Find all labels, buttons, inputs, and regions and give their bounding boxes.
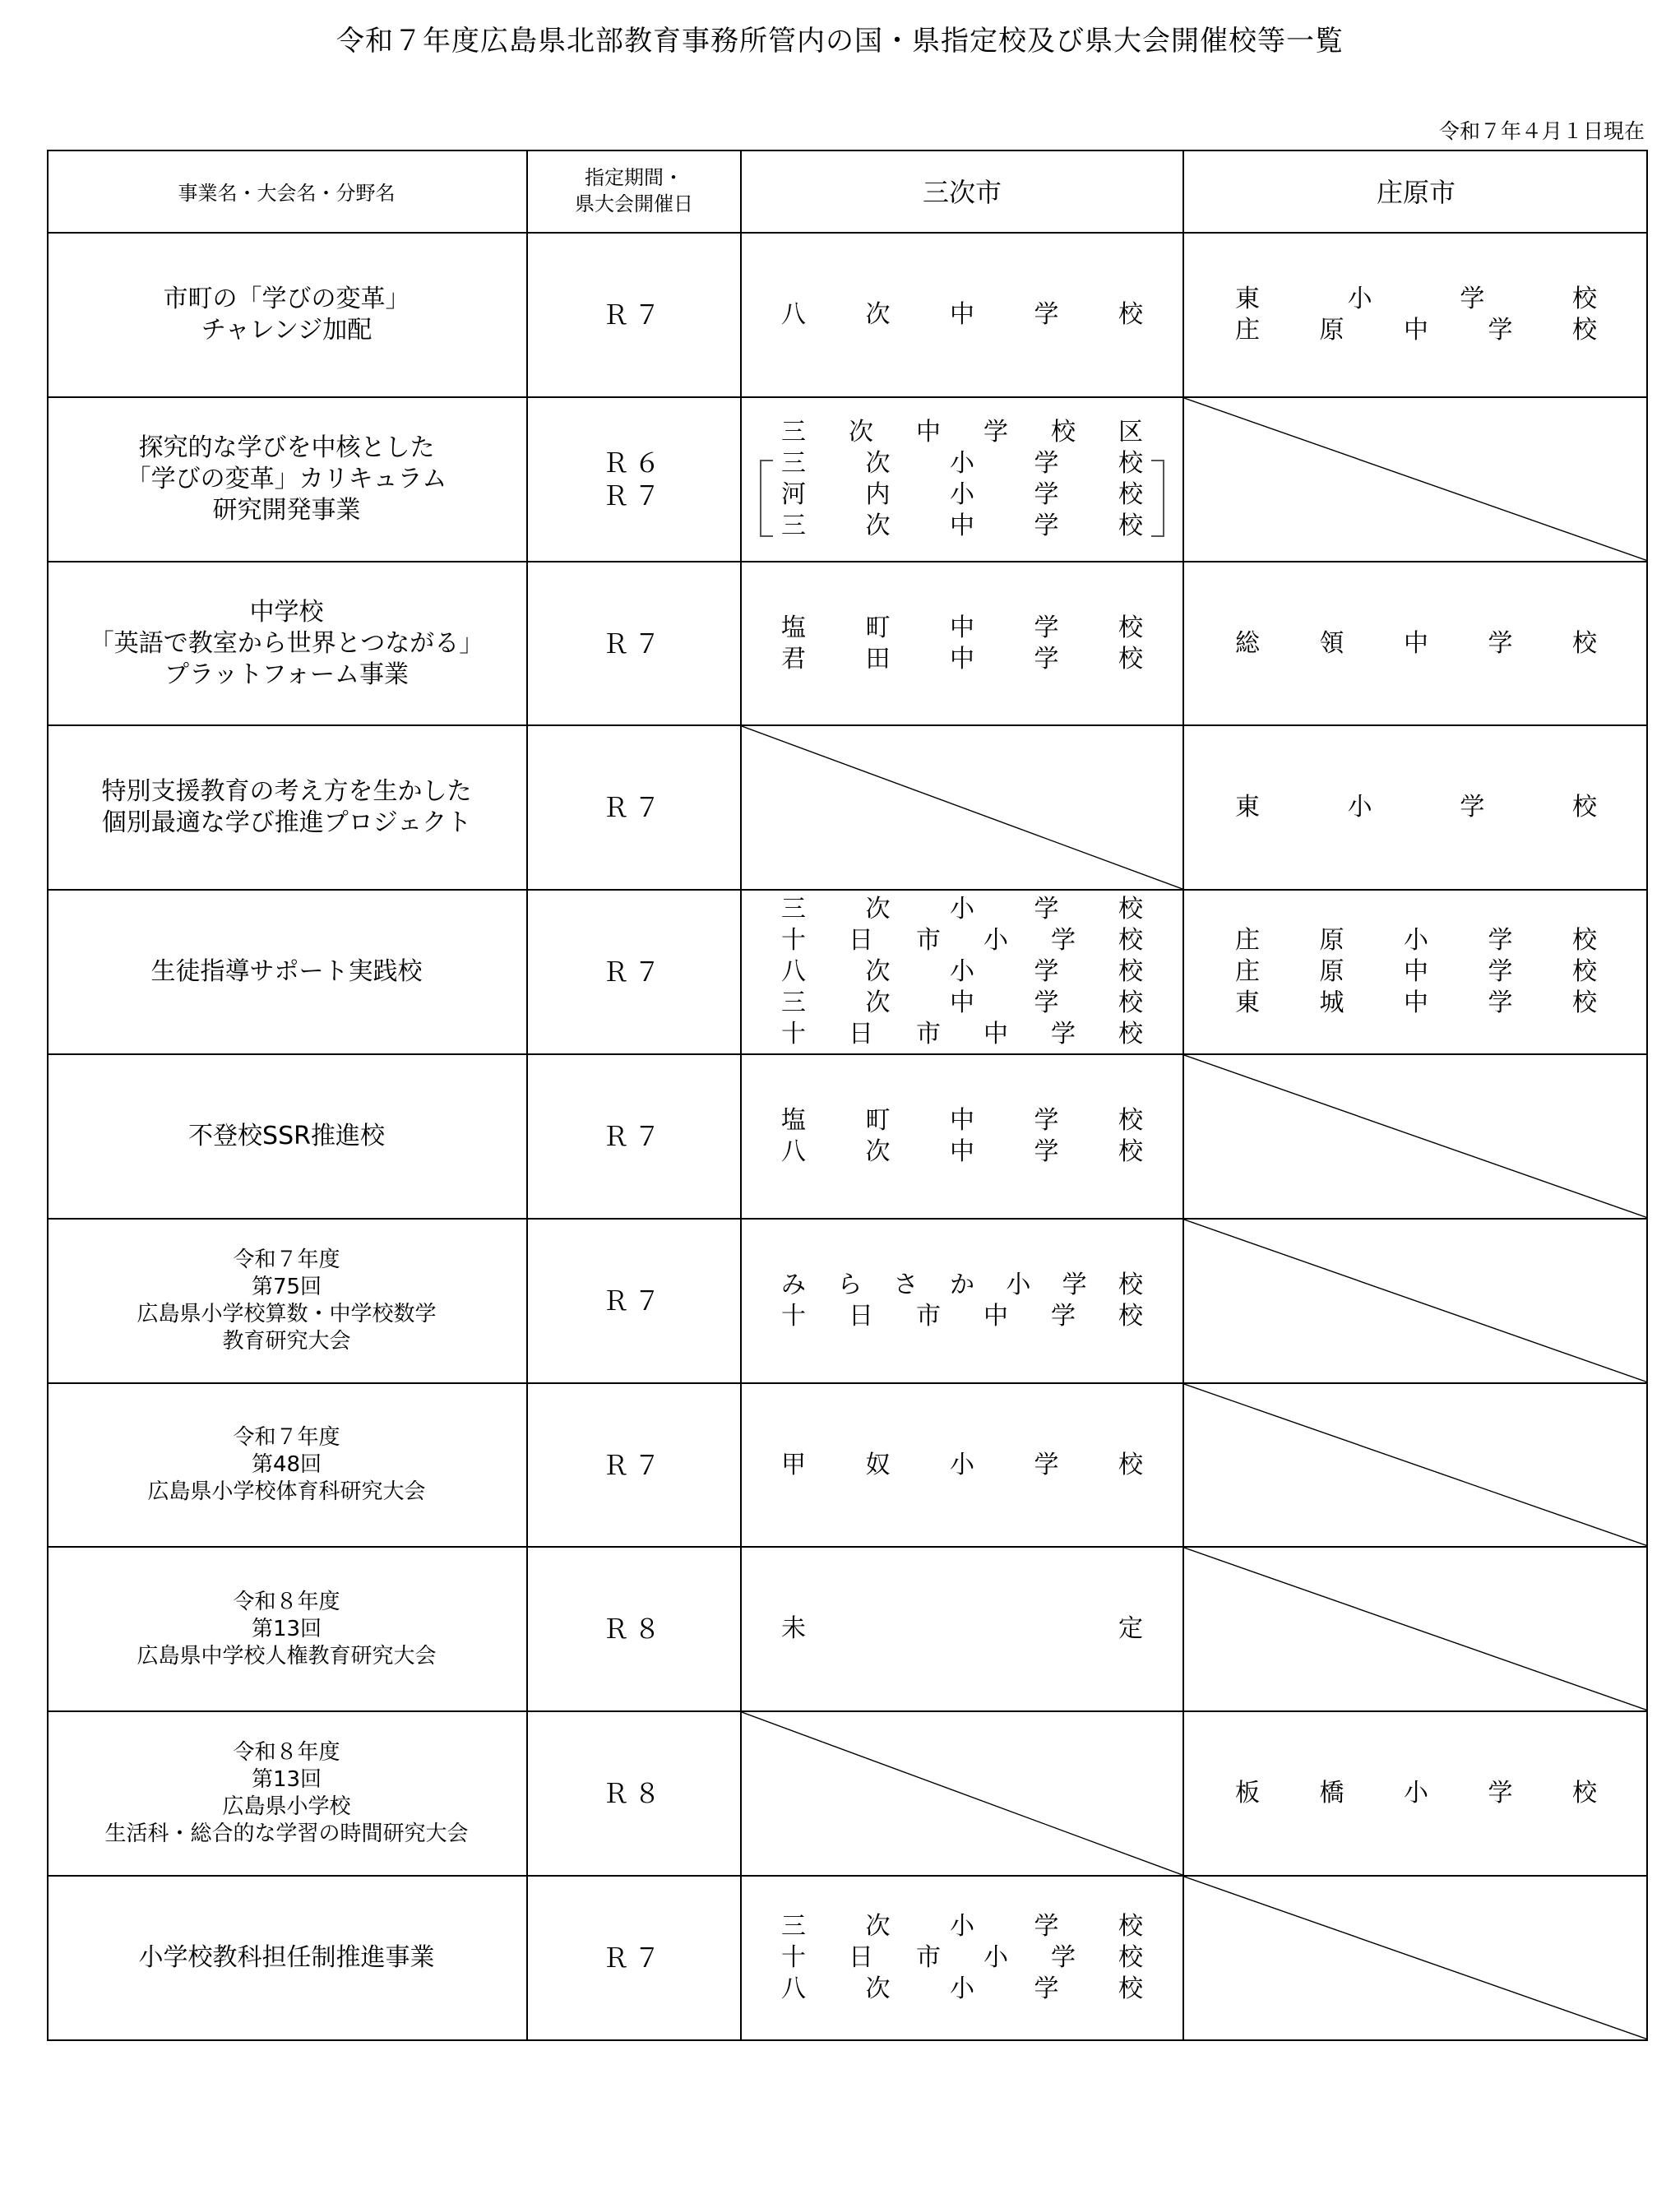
school-name [781,1450,1143,1481]
row-period-value: Ｒ７ [602,1942,665,1974]
row-name-line: チャレンジ加配 [201,316,373,345]
shobara-schools [1184,1548,1648,1712]
school-name [781,925,1143,956]
school-name-char: 中 [950,1106,974,1135]
school-name-char: 学 [1488,1779,1513,1808]
row-period [528,1220,742,1384]
school-name-char: 城 [1319,988,1344,1017]
school-name [781,1136,1143,1168]
school-name-char: 原 [1319,316,1344,345]
shobara-schools [1184,726,1648,891]
row-name [47,1712,528,1877]
school-name-char: 八 [781,300,806,329]
miyoshi-schools [742,1055,1184,1220]
school-name-char: 小 [983,926,1008,955]
school-name-char: 町 [865,613,891,642]
row-name [47,1548,528,1712]
row-period-value: Ｒ７ [602,1449,665,1481]
school-name-char: 校 [1118,1271,1143,1299]
school-name-char: 校 [1118,511,1143,540]
miyoshi-schools [742,1877,1184,2041]
school-name-char: 十 [781,1302,806,1331]
row-period [528,1712,742,1877]
shobara-schools [1184,234,1648,398]
row-name-line: 広島県小学校算数・中学校数学 [137,1302,437,1326]
row-name-line: 第13回 [251,1616,322,1641]
school-name-char: 次 [865,1137,891,1166]
school-name-char: 日 [849,1943,873,1972]
school-name-char: 小 [950,1912,974,1941]
school-name-char: 校 [1572,957,1597,986]
row-name-line: 探究的な学びを中核とした [138,433,435,462]
row-period-value: Ｒ７ [602,627,665,660]
school-name-char: 次 [865,300,891,329]
row-period-value: Ｒ７ [602,1121,665,1152]
school-name-char: 学 [1488,628,1513,658]
school-name [781,1613,1143,1645]
miyoshi-schools [742,562,1184,726]
school-district-bracket [781,448,1143,542]
as-of-date: 令和７年４月１日現在 [1438,119,1645,143]
school-name-char: 学 [1034,480,1059,509]
school-name-char: 校 [1118,957,1143,986]
header-period [528,150,742,234]
school-name-char: 橋 [1319,1779,1344,1808]
school-name-char: 校 [1118,1912,1143,1941]
school-district-char: 校 [1051,418,1076,447]
row-period [528,1055,742,1220]
row-period-value: Ｒ７ [602,956,665,988]
school-name-char: 学 [1488,926,1513,955]
school-district-char: 次 [849,418,873,447]
school-name-char: み [781,1271,806,1299]
school-name-char: 三 [781,895,806,923]
school-name-char: 日 [849,1020,873,1048]
school-name-char: 学 [1488,316,1513,345]
school-name-char: 三 [781,988,806,1017]
table-row [47,1055,1648,1220]
school-name-char: 学 [1034,1450,1059,1479]
empty-cell-slash [1184,1384,1648,1546]
school-name-char: 未 [781,1614,806,1643]
miyoshi-schools [742,1712,1184,1877]
school-name-char: 中 [950,613,974,642]
shobara-schools [1184,1055,1648,1220]
school-name-char: 中 [1404,628,1428,658]
row-period-value: Ｒ７ [602,1285,665,1317]
school-name-char: 学 [1062,1271,1087,1299]
school-name-char: 東 [1235,793,1260,822]
school-name-char: 学 [1488,957,1513,986]
table-row [47,891,1648,1055]
school-name-char: 日 [849,1302,873,1331]
school-name-char: 中 [1404,988,1428,1017]
school-name-char: 原 [1319,957,1344,986]
school-name-char: 三 [781,449,806,478]
school-name-char: 小 [950,895,974,923]
school-name [781,299,1143,331]
miyoshi-schools [742,726,1184,891]
shobara-schools [1184,1877,1648,2041]
school-name-char: 次 [865,957,891,986]
empty-cell-slash-line [742,726,1182,889]
page-title: 令和７年度広島県北部教育事務所管内の国・県指定校及び県大会開催校等一覧 [336,25,1344,58]
row-name-line: 令和８年度 [233,1589,340,1614]
table-header-row [47,150,1648,234]
school-name [1235,628,1597,660]
row-name-line: 第48回 [251,1452,322,1477]
empty-cell-slash [1184,1220,1648,1382]
row-name [47,891,528,1055]
miyoshi-schools [742,1548,1184,1712]
school-name-char: 中 [950,644,974,674]
row-name-line: 特別支援教育の考え方を生かした [101,777,472,806]
school-name-char: 校 [1118,988,1143,1017]
school-name-char: 東 [1235,988,1260,1017]
row-period-value: Ｒ６ [602,447,665,479]
school-name-char: 学 [1460,793,1485,822]
school-name [781,1974,1143,2005]
school-name-char: 学 [1034,988,1059,1017]
school-district [781,417,1143,448]
row-name-line: 生活科・総合的な学習の時間研究大会 [104,1821,469,1846]
row-name-line: プラットフォーム事業 [164,660,409,689]
school-name-char: 校 [1572,1779,1597,1808]
school-name-char: 校 [1118,1974,1143,2003]
school-name-char: 領 [1319,628,1344,658]
row-period [528,1548,742,1712]
school-name-char: 小 [950,449,974,478]
school-name [781,1105,1143,1136]
row-name-line: 個別最適な学び推進プロジェクト [101,808,472,837]
miyoshi-schools [742,1384,1184,1548]
row-name [47,398,528,562]
school-name-char: 八 [781,1137,806,1166]
row-name-line: 「学びの変革」カリキュラム [126,465,447,493]
school-name-char: 次 [865,511,891,540]
row-name-line: 第75回 [251,1275,322,1299]
school-name-char: 小 [950,957,974,986]
school-name-char: 学 [1034,449,1059,478]
school-name [1235,925,1597,956]
table-row [47,398,1648,562]
school-name-char: 君 [781,644,806,674]
school-name-char: 学 [1034,644,1059,674]
school-name-char: 校 [1118,1020,1143,1048]
shobara-schools [1184,891,1648,1055]
empty-cell-slash [1184,1548,1648,1710]
header-period-line1: 指定期間・ [585,166,683,189]
school-name [781,894,1143,925]
row-name-line: 広島県小学校 [222,1794,351,1819]
school-name [781,988,1143,1019]
school-name-char: 校 [1572,628,1597,658]
empty-cell-slash [1184,398,1648,561]
school-name [781,1911,1143,1942]
school-name-char: 小 [1006,1271,1031,1299]
school-name [1235,1778,1597,1809]
table-row [47,1220,1648,1384]
school-name-char: 校 [1118,895,1143,923]
school-name-char: 学 [1034,1106,1059,1135]
school-name-char: 学 [1034,1912,1059,1941]
shobara-schools [1184,398,1648,562]
school-name-char: 中 [950,988,974,1017]
empty-cell-slash-line [1184,398,1648,561]
school-name-char: 十 [781,1943,806,1972]
row-name [47,726,528,891]
table-row [47,726,1648,891]
row-period [528,1384,742,1548]
school-name-char: 板 [1235,1779,1260,1808]
school-name-char: 中 [983,1302,1008,1331]
empty-cell-slash-line [1184,1055,1648,1218]
school-name [781,511,1143,542]
row-period [528,562,742,726]
school-name-char: 小 [1347,793,1372,822]
school-name-char: 校 [1118,1943,1143,1972]
school-name-char: 校 [1118,926,1143,955]
school-name-char: 中 [950,511,974,540]
school-name-char: か [949,1271,974,1299]
miyoshi-schools [742,891,1184,1055]
school-name [781,613,1143,644]
school-name-char: 中 [950,1137,974,1166]
row-name [47,1384,528,1548]
school-name [781,644,1143,675]
row-name [47,1877,528,2041]
school-name-char: 中 [950,300,974,329]
school-name-char: 次 [865,1974,891,2003]
school-name-char: 校 [1572,988,1597,1017]
school-name-char: 学 [1460,285,1485,313]
school-name-char: 次 [865,988,891,1017]
school-name [1235,315,1597,346]
school-name-char: 町 [865,1106,891,1135]
school-name-char: 小 [950,1974,974,2003]
row-name-line: 広島県中学校人権教育研究大会 [137,1643,437,1669]
school-name-char: 小 [983,1943,1008,1972]
school-name-char: 小 [1347,285,1372,313]
school-name-char: 総 [1235,628,1260,658]
row-period [528,398,742,562]
school-name-char: 学 [1034,300,1059,329]
school-name-char: 塩 [781,1106,806,1135]
school-name-char: 小 [1404,1779,1428,1808]
header-period-line2: 県大会開催日 [575,192,693,215]
empty-cell-slash-line [1184,1548,1648,1710]
row-period-value: Ｒ７ [602,792,665,823]
miyoshi-schools [742,234,1184,398]
school-name-char: 校 [1118,644,1143,674]
shobara-schools [1184,1384,1648,1548]
school-name [1235,792,1597,823]
school-name-char: 校 [1572,926,1597,955]
school-name-char: 田 [865,644,891,674]
table-row [47,1384,1648,1548]
school-name-char: 校 [1118,1302,1143,1331]
header-name: 事業名・大会名・分野名 [47,150,528,234]
header-shobara: 庄原市 [1184,150,1648,234]
school-name-char: 甲 [781,1450,806,1479]
header-miyoshi: 三次市 [742,150,1184,234]
school-name-char: 市 [916,1943,941,1972]
school-name [781,448,1143,479]
row-period [528,234,742,398]
school-name [781,1942,1143,1974]
school-name-char: 学 [1034,1974,1059,2003]
school-name-char: 庄 [1235,316,1260,345]
row-period [528,891,742,1055]
school-name-char: 学 [1051,1302,1076,1331]
school-name [1235,988,1597,1019]
school-name-char: 中 [1404,957,1428,986]
shobara-schools [1184,1220,1648,1384]
school-name-char: 定 [1118,1614,1143,1643]
school-name-char: 学 [1488,988,1513,1017]
school-name-char: 中 [1404,316,1428,345]
school-name-char: 校 [1571,793,1597,822]
school-name-char: 市 [916,1302,941,1331]
school-name-char: 三 [781,511,806,540]
school-name-char: 学 [1034,895,1059,923]
school-name [1235,956,1597,988]
school-name-char: 河 [781,480,806,509]
school-name-char: 校 [1118,1450,1143,1479]
school-name [1235,284,1597,315]
row-name-line: 令和８年度 [233,1740,340,1765]
school-name-char: 庄 [1235,926,1260,955]
row-period-value: Ｒ８ [602,1613,665,1645]
school-name-char: 学 [1051,1020,1076,1048]
school-name-char: 学 [1034,613,1059,642]
row-name-line: 第13回 [251,1767,322,1792]
school-name [781,479,1143,511]
school-name-char: 学 [1051,1943,1076,1972]
school-name-char: 日 [849,926,873,955]
school-name-char: 内 [865,480,891,509]
school-name-char: 校 [1118,300,1143,329]
school-name-char: 学 [1034,957,1059,986]
school-name-char: さ [893,1271,919,1299]
school-name-char: 八 [781,957,806,986]
school-name [781,1270,1143,1301]
school-name-char: 原 [1319,926,1344,955]
school-name-char: 塩 [781,613,806,642]
miyoshi-schools [742,1220,1184,1384]
school-district-char: 三 [781,418,806,447]
table-row [47,1548,1648,1712]
shobara-schools [1184,562,1648,726]
school-name [781,956,1143,988]
empty-cell-slash [1184,1055,1648,1218]
row-name-line: 令和７年度 [233,1247,340,1272]
school-name-char: 校 [1118,1106,1143,1135]
school-name-char: ら [837,1271,863,1299]
row-period-value: Ｒ７ [602,299,665,331]
school-district-char: 中 [916,418,941,447]
row-name-line: 令和７年度 [233,1425,340,1450]
row-name-line: 「英語で教室から世界とつながる」 [89,628,484,658]
table-row [47,1877,1648,2041]
row-period-value: Ｒ８ [602,1778,665,1809]
school-name-char: 次 [865,1912,891,1941]
row-name-line: 生徒指導サポート実践校 [150,957,423,986]
row-name-line: 中学校 [249,597,324,627]
row-name-line: 広島県小学校体育科研究大会 [147,1479,426,1504]
school-name-char: 十 [781,926,806,955]
school-name-char: 八 [781,1974,806,2003]
empty-cell-slash [1184,1877,1648,2039]
school-name-char: 校 [1572,316,1597,345]
school-district-char: 学 [983,418,1008,447]
miyoshi-schools [742,398,1184,562]
school-name-char: 東 [1235,285,1260,313]
school-name-char: 校 [1118,480,1143,509]
school-name-char: 奴 [865,1450,891,1479]
row-name [47,1220,528,1384]
school-name [781,1019,1143,1050]
row-name [47,1055,528,1220]
school-name-char: 市 [916,1020,941,1048]
row-period [528,726,742,891]
empty-cell-slash [742,726,1182,889]
school-name-char: 次 [865,895,891,923]
school-name-char: 校 [1571,285,1597,313]
empty-cell-slash-line [1184,1384,1648,1546]
empty-cell-slash-line [1184,1220,1648,1382]
school-name-char: 十 [781,1020,806,1048]
table-row [47,562,1648,726]
row-name-line: 研究開発事業 [212,496,361,525]
school-name-char: 庄 [1235,957,1260,986]
table-row [47,234,1648,398]
school-name-char: 学 [1034,1137,1059,1166]
school-name-char: 市 [916,926,941,955]
empty-cell-slash-line [742,1712,1182,1875]
school-name-char: 中 [983,1020,1008,1048]
school-name-char: 小 [1404,926,1428,955]
school-name-char: 校 [1118,613,1143,642]
empty-cell-slash [742,1712,1182,1875]
row-period [528,1877,742,2041]
row-name-line: 教育研究大会 [222,1329,351,1354]
school-name-char: 小 [950,1450,974,1479]
school-name-char: 学 [1034,511,1059,540]
empty-cell-slash-line [1184,1877,1648,2039]
school-name-char: 校 [1118,449,1143,478]
school-name-char: 小 [950,480,974,509]
row-name [47,562,528,726]
row-name-line: 市町の「学びの変革」 [163,285,410,313]
row-name-line: 不登校SSR推進校 [188,1122,385,1150]
school-name-char: 三 [781,1912,806,1941]
row-name [47,234,528,398]
school-name-char: 次 [865,449,891,478]
table-row [47,1712,1648,1877]
row-name-line: 小学校教科担任制推進事業 [138,1943,435,1972]
shobara-schools [1184,1712,1648,1877]
school-name [781,1301,1143,1332]
school-name-char: 校 [1118,1137,1143,1166]
school-district-char: 区 [1118,418,1143,447]
school-name-char: 学 [1051,926,1076,955]
row-period-value: Ｒ７ [602,480,665,511]
